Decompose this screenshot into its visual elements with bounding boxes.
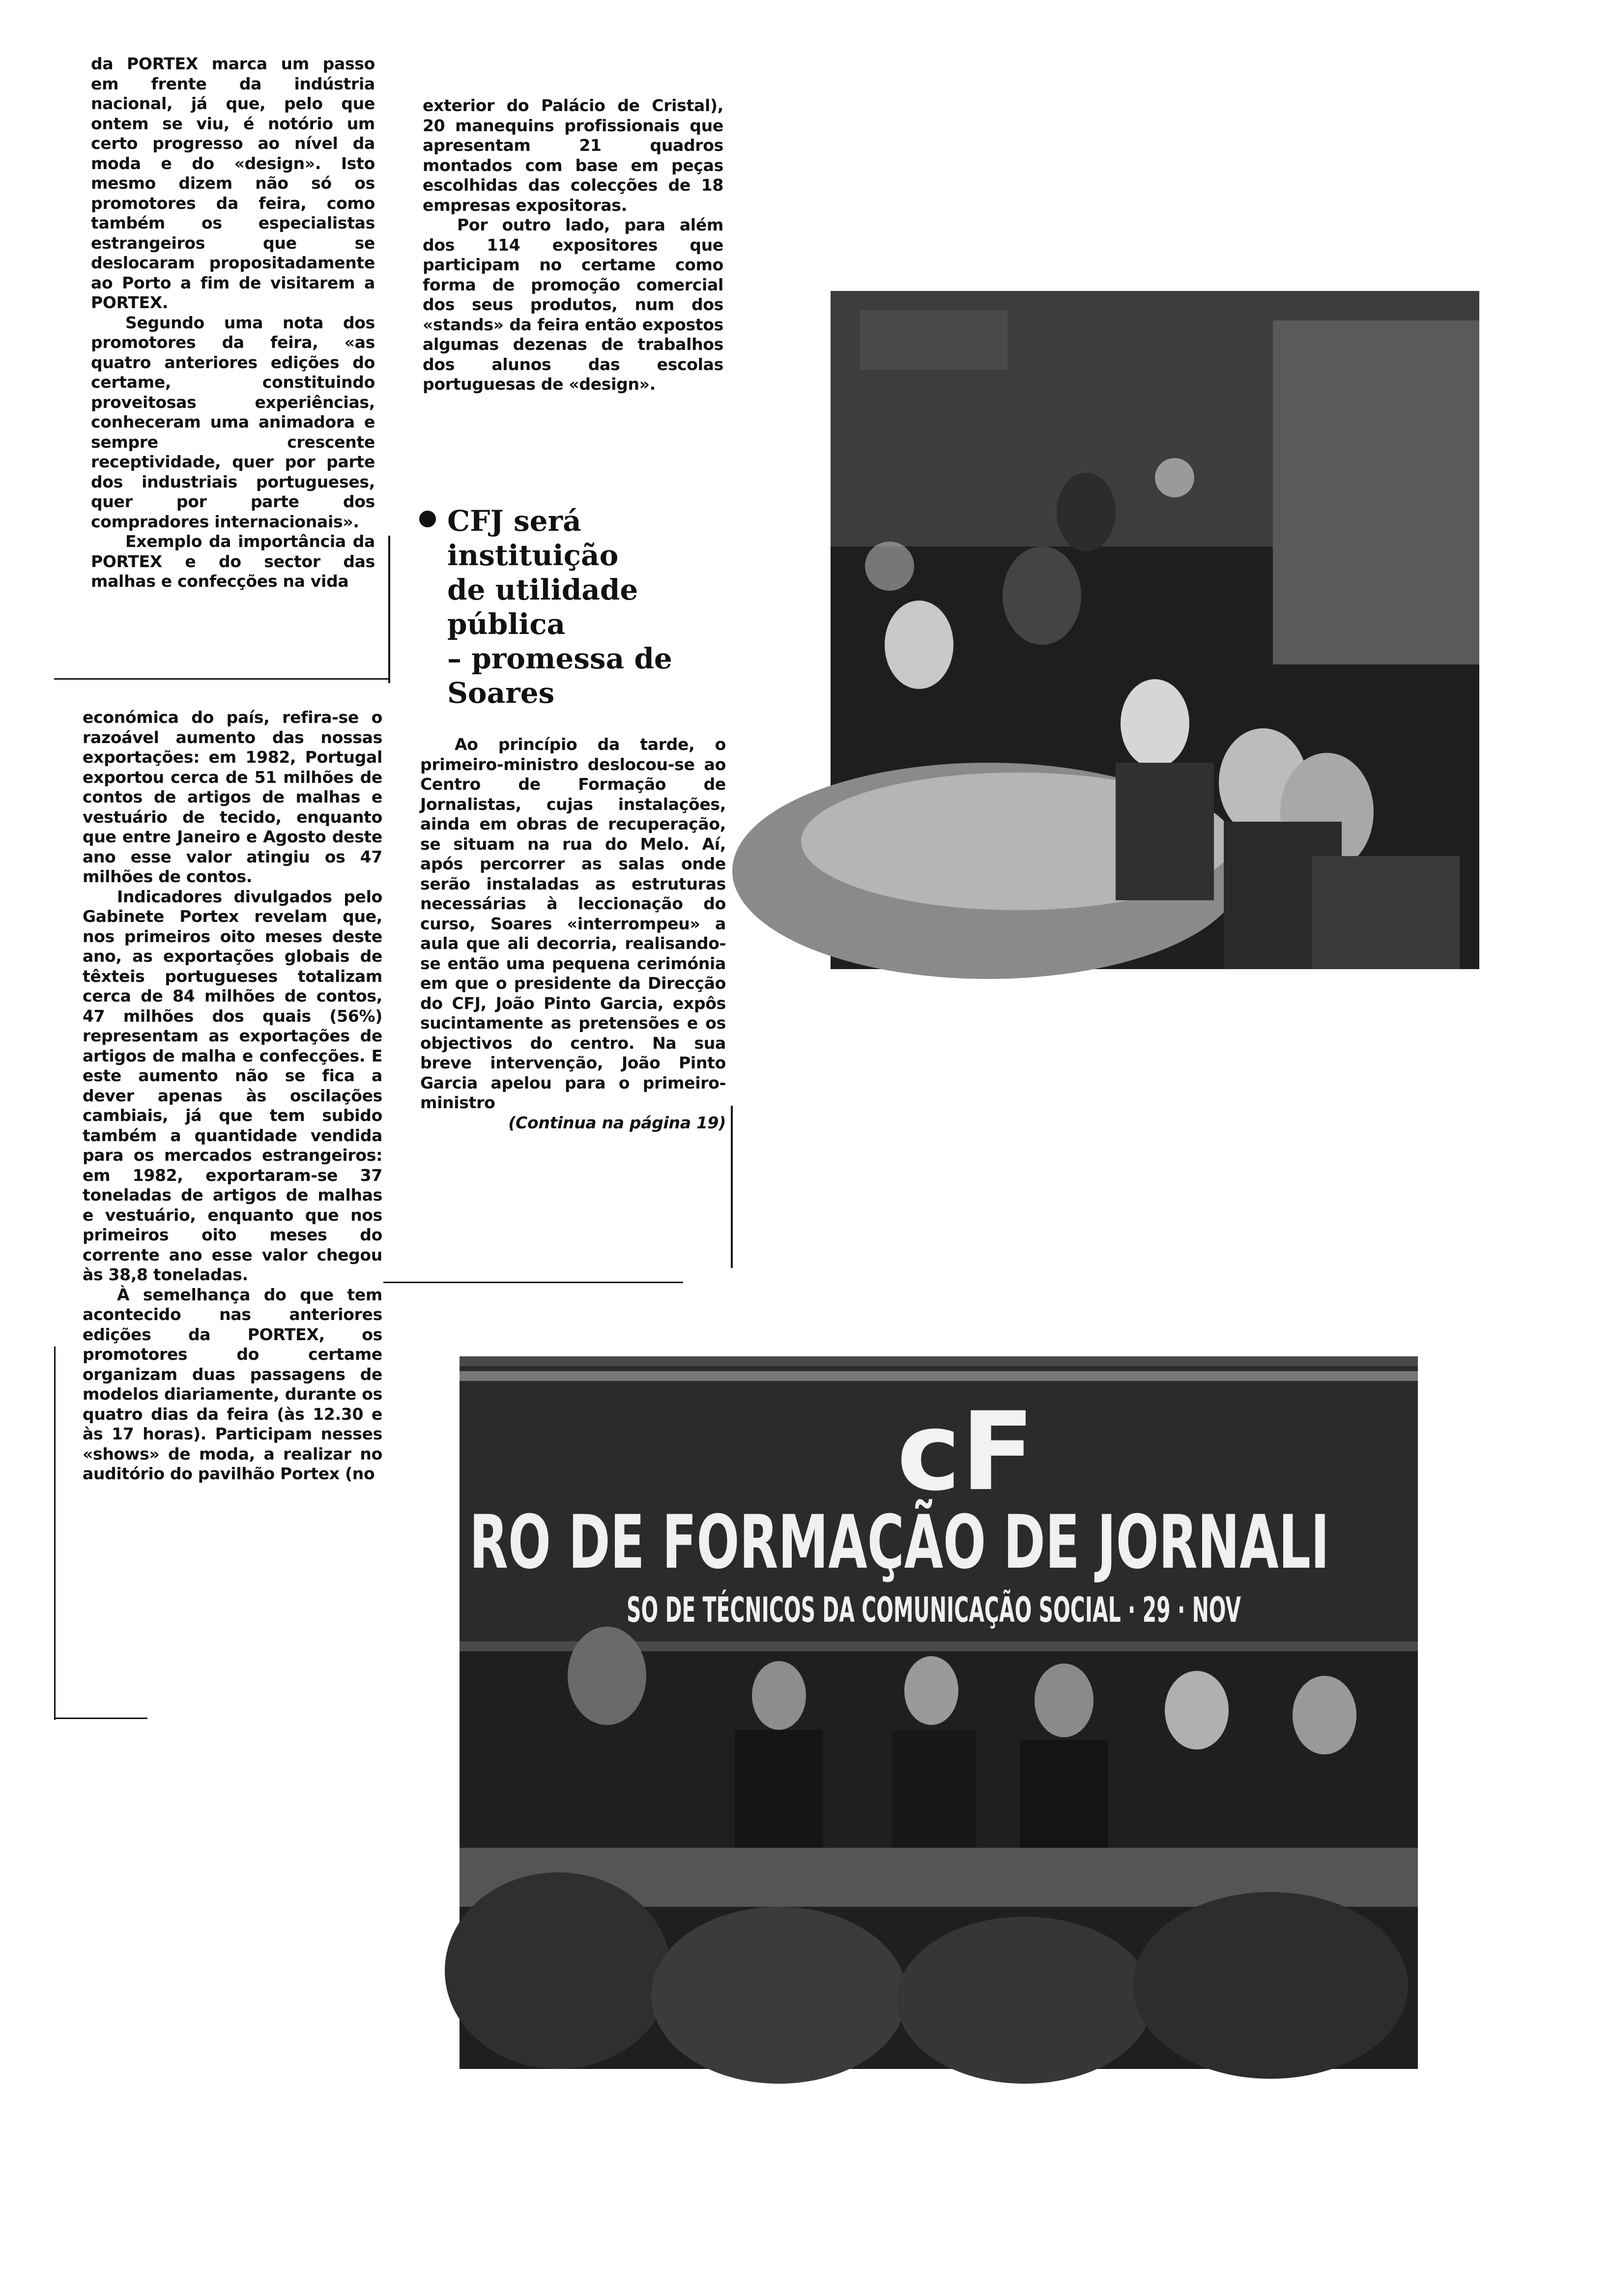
section-headline bbox=[420, 504, 676, 710]
paragraph: económica do país, refira-se o razoável aumento das nossas exportações: em 1982, Portugal exportou cerca de 51 milhões de contos de artigos de malhas e vestuário de tecido, enquanto que entre Janeiro e Agosto deste ano esse valor atingiu os 47 milhões de contos. bbox=[83, 708, 382, 886]
ceremony-photo-image bbox=[460, 1356, 1603, 2069]
column-rule bbox=[54, 1347, 56, 1720]
banner-title: RO DE FORMAÇÃO DE JORNALI bbox=[469, 1500, 1603, 1585]
paragraph: Ao princípio da tarde, o primeiro-ministro deslocou-se ao Centro de Formação de Jornalistas, cujas instalações, ainda em obras de recuperação, se situam na rua do Melo. Aí, após percorrer as salas onde serão instaladas as estruturas necessárias à leccionação do curso, Soares «interrompeu» a aula que ali decorria, realisando-se então uma pequena cerimónia em que o presidente da Direcção do CFJ, João Pinto Garcia, expôs sucintamente as pretensões e os objectivos do centro. Na sua breve intervenção, João Pinto Garcia apelou para o primeiro-ministro bbox=[420, 735, 726, 1112]
paragraph: da PORTEX marca um passo em frente da indústria nacional, já que, pelo que ontem se viu, é notório um certo progresso ao nível da moda e do «design». Isto mesmo dizem não só os promotores da feira, como também os especialistas estrangeiros que se deslocaram propositadamente ao Porto a fim de visitarem a PORTEX. bbox=[91, 54, 375, 312]
paragraph: Exemplo da importância da PORTEX e do sector das malhas e confecções na vida bbox=[91, 532, 375, 591]
article-column-1-lower bbox=[83, 708, 382, 1484]
column-rule bbox=[383, 1282, 683, 1283]
banner-logo: cF bbox=[896, 1389, 1035, 1515]
paragraph: exterior do Palácio de Cristal), 20 manequins profissionais que apresentam 21 quadros montados com base em peças escolhidas das colecções de 18 empresas expositoras. bbox=[423, 96, 723, 215]
column-rule bbox=[731, 1106, 733, 1268]
headline-line: instituição bbox=[447, 539, 619, 572]
banner-subtitle: SO DE TÉCNICOS DA COMUNICAÇÃO SOCIAL · 29 · NOV bbox=[627, 1590, 1241, 1630]
ceremony-photo bbox=[460, 1356, 1603, 2069]
paragraph: Indicadores divulgados pelo Gabinete Portex revelam que, nos primeiros oito meses deste ano, as exportações globais de têxteis portugueses totalizam cerca de 84 milhões de contos, 47 milhões dos quais (56%) representam as exportações de artigos de malha e confecções. E este aumento não se fica a dever apenas às oscilações cambiais, já que tem subido também a quantidade vendida para os mercados estrangeiros: em 1982, exportaram-se 37 toneladas de artigos de malhas e vestuário, enquanto que nos primeiros oito meses do corrente ano esse valor chegou às 38,8 toneladas. bbox=[83, 887, 382, 1284]
article-column-1-upper bbox=[91, 54, 375, 592]
continued-note: (Continua na página 19) bbox=[508, 1113, 726, 1132]
paragraph: À semelhança do que tem acontecido nas anteriores edições da PORTEX, os promotores do certame organizam duas passagens de modelos diariamente, durante os quatro dias da feira (às 12.30 e às 17 horas). Participam nesses «shows» de moda, a realizar no auditório do pavilhão Portex (no bbox=[83, 1285, 382, 1483]
paragraph: Segundo uma nota dos promotores da feira, «as quatro anteriores edições do certame, constituindo proveitosas experiências, conheceram uma animadora e sempre crescente receptividade, quer por parte dos industriais portugueses, quer por parte dos compradores internacionais». bbox=[91, 313, 375, 531]
paragraph: Por outro lado, para além dos 114 expositores que participam no certame como forma de promoção comercial dos seus produtos, num dos «stands» da feira então expostos algumas dezenas de trabalhos dos alunos das escolas portuguesas de «design». bbox=[423, 215, 723, 394]
headline-line: de utilidade bbox=[447, 573, 638, 606]
article-column-2-lower bbox=[420, 735, 726, 1133]
column-rule bbox=[54, 1718, 147, 1719]
column-rule bbox=[388, 536, 390, 683]
event-photo-image bbox=[831, 291, 1479, 969]
event-photo bbox=[831, 291, 1479, 969]
headline-line: – promessa de bbox=[447, 642, 672, 675]
headline-line: CFJ será bbox=[447, 504, 581, 538]
headline-line: Soares bbox=[447, 676, 555, 710]
article-column-2-upper bbox=[423, 96, 723, 395]
headline-line: pública bbox=[447, 607, 566, 641]
column-rule bbox=[54, 678, 388, 680]
bullet-icon bbox=[419, 511, 436, 527]
